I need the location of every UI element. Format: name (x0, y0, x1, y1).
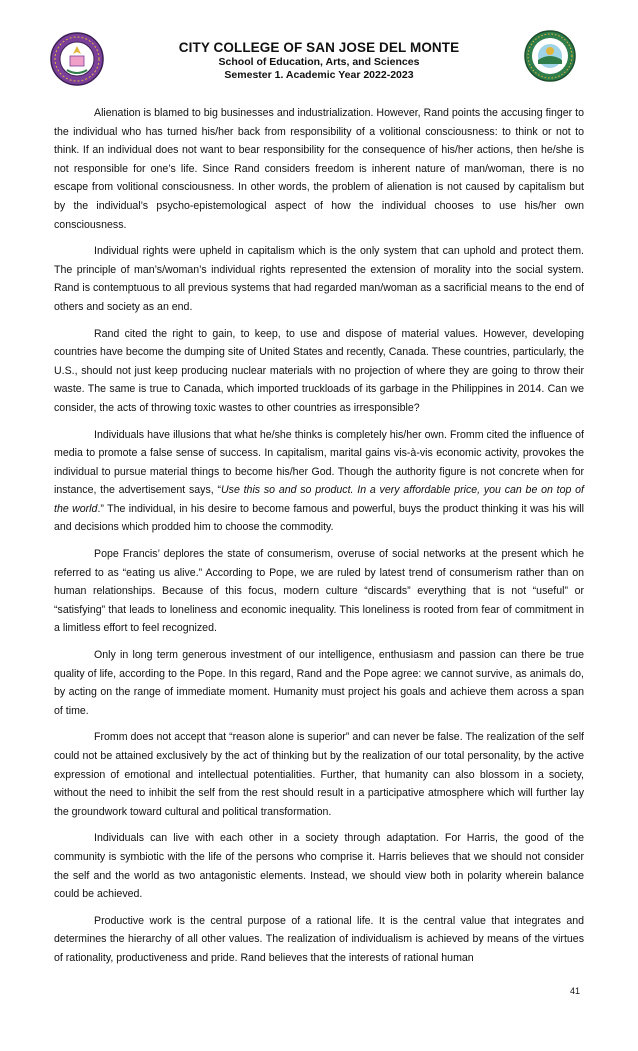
paragraph (54, 545, 584, 638)
paragraph-text: Pope Francis’ deplores the state of consumerism, overuse of social networks at the present which he referred to as “eating us alive.” According to Pope, we are ruled by latest trend of consumerism rather than on human relationships. Because of this focus, modern culture “discards” everything that is not “useful” or “satisfying” that leads to loneliness and economic inequality. This loneliness is rooted from fear of commitment in a limitless effort to feel recognized. (54, 548, 584, 635)
paragraph-text: Productive work is the central purpose of a rational life. It is the central value that integrates and determines the hierarchy of all other values. The realization of individualism is achieved by means of the virtues of rationality, productiveness and pride. Rand believes that the interests of rational human (54, 914, 584, 964)
body-text (54, 104, 584, 976)
paragraph (54, 646, 584, 720)
college-seal-logo (50, 32, 104, 86)
paragraph-italic-text: Use this so and so product. In a very affordable price, you can be on top of the world (54, 484, 584, 515)
paragraph (54, 104, 584, 234)
school-name: School of Education, Arts, and Sciences (218, 56, 420, 68)
paragraph-text: Rand cited the right to gain, to keep, to use and dispose of material values. However, developing countries have become the dumping site of United States and recently, Canada. These countries, particularly, the U.S., should not just keep producing nuclear materials with no projection of where they are going to throw their waste. The same is true to Canada, which imported truckloads of its garbage in the Philippines in 2014. Can we consider, the acts of throwing toxic wastes to other countries as irresponsible? (54, 327, 584, 414)
paragraph-text: .” The individual, in his desire to become famous and powerful, buys the product thinking it was his will and decisions which prodded him to choose the commodity. (54, 502, 584, 534)
paragraph (54, 426, 584, 538)
paragraph (54, 325, 584, 418)
paragraph-text: Fromm does not accept that “reason alone is superior” and can never be false. The realization of the self could not be attained exclusively by the act of thinking but by the realization of our total personality, by the active expression of emotional and intellectual potentialities. Further, that humanity can also blossom in a society, without the need to inhibit the self from the rest should result in a participative atmosphere which will further lay the groundwork toward cultural and political transformation. (54, 731, 584, 818)
paragraph-text: Individuals have illusions that what he/she thinks is completely his/her own. Fromm cited the influence of media to promote a false sense of success. In capitalism, marital gains vis-à-vis economic activity, provokes the individual to pursue material things to become his/her God. Though the authority figure is not concrete when for instance, the advertisement says, “ (54, 428, 584, 497)
paragraph-text: Only in long term generous investment of our intelligence, enthusiasm and passion can there be true quality of life, according to the Pope. In this regard, Rand and the Pope agree: we cannot survive, as animals do, by acting on the range of immediate moment. Humanity must project his goals and achieve them across a span of time. (54, 649, 584, 717)
paragraph (54, 912, 584, 968)
paragraph (54, 829, 584, 903)
paragraph-text: Alienation is blamed to big businesses and industrialization. However, Rand points the accusing finger to the individual who has turned his/her back from responsibility of a volitional consciousness: to think or not to think. If an individual does not want to bear responsibility for the consequence of his/her actions, then he/she is not responsible for one’s life. Since Rand considers freedom is inherent nature of man/woman, there is no escape from volitional consciousness. In other words, the problem of alienation is not caused by capitalism but by the individual’s psycho-epistemological aspect of how the individual chooses to use his/her own consciousness. (54, 107, 584, 231)
header-text-block (120, 40, 518, 82)
college-name: CITY COLLEGE OF SAN JOSE DEL MONTE (178, 40, 460, 55)
paragraph-text: Individual rights were upheld in capitalism which is the only system that can uphold and protect them. The principle of man’s/woman’s individual rights represented the extension of morality into the social system. Rand is contemptuous to all previous systems that had regarded man/woman as a sacrificial means to the end of others and society as an end. (54, 245, 584, 313)
page-number: 41 (569, 986, 580, 996)
city-seal-logo (524, 30, 576, 82)
page-header (0, 28, 638, 92)
paragraph (54, 242, 584, 316)
semester-line: Semester 1. Academic Year 2022-2023 (224, 69, 414, 81)
paragraph-text: Individuals can live with each other in a society through adaptation. For Harris, the good of the community is symbiotic with the life of the persons who comprise it. Harris believes that we should not consider the self and the world as two antagonistic elements. Instead, we should view both in polarity wherein balance could be achieved. (54, 832, 584, 901)
paragraph (54, 728, 584, 821)
